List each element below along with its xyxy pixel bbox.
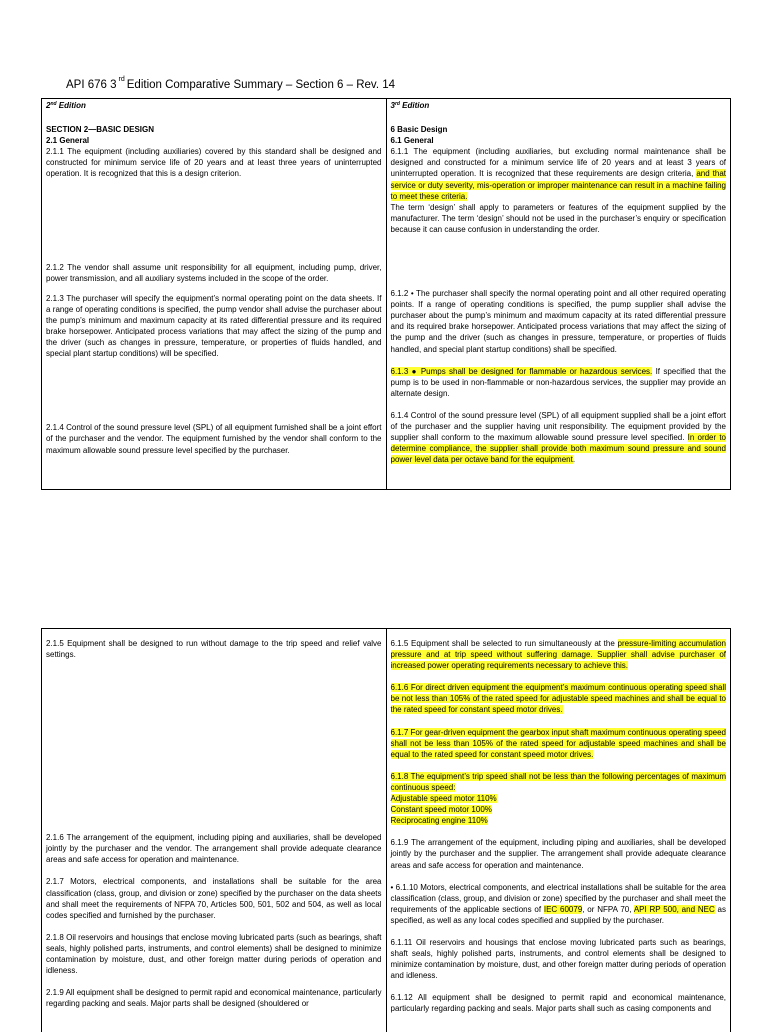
highlight-constant: Constant speed motor 100% (391, 805, 492, 814)
subsection-heading: 6.1 General (391, 135, 727, 146)
highlight-6-1-7: 6.1.7 For gear-driven equipment the gearbox input shaft maximum continuous operating speed shall not be less than 105% of the rated speed for adjustable speed machines and shall be equal to the rated speed for constant speed motor drives. (391, 728, 727, 759)
clause-6-1-5 (391, 638, 727, 671)
clause-6-1-12: 6.1.12 All equipment shall be designed to permit rapid and economical maintenance, particularly regarding packing and seals. Major parts shall such as casing components and (391, 992, 727, 1014)
clause-2-1-9: 2.1.9 All equipment shall be designed to permit rapid and economical maintenance, particularly regarding packing and seals. Major parts shall be designed (shouldered or (46, 987, 382, 1009)
second-edition-cell (46, 630, 382, 1009)
highlight-reciprocating: Reciprocating engine 110% (391, 816, 488, 825)
document-title (66, 80, 395, 92)
highlight-6-1-6: 6.1.6 For direct driven equipment the equipment’s maximum continuous operating speed shall be not less than 105% of the rated speed for adjustable speed machines and shall be equal to the rated speed for constant speed motor drives. (391, 683, 727, 714)
highlight-6-1-5: pressure-limiting accumulation pressure and at trip speed without suffering damage. Supplier shall advise purchaser of increased power operating requirements necessary to achieve this. (391, 639, 727, 670)
trip-speed-adjustable (391, 793, 727, 804)
clause-6-1-2: 6.1.2 • The purchaser shall specify the normal operating point and all other required operating points. If a range of operating conditions is specified, the pump supplier shall advise the purchaser about the pump’s minimum and maximum capacity at its rated differential pressure and its required brake horsepower. Anticipated process variations that may affect the sizing of the pump and the driver (such as changes in pressure, temperature, or properties of fluids handled, and special plant startup conditions) shall be specified. (391, 288, 727, 355)
clause-6-1-6 (391, 682, 727, 715)
table-row (42, 629, 731, 1032)
clause-2-1-1: 2.1.1 The equipment (including auxiliaries) covered by this standard shall be designed and constructed for minimum service life of 20 years and at least three years of uninterrupted operation. It is recognized that this is a design criterion. (46, 146, 382, 179)
third-edition-cell (391, 630, 727, 1015)
comparison-table-2 (41, 628, 731, 1032)
edition-word: Edition (400, 101, 429, 110)
highlight-6-1-3: 6.1.3 ● Pumps shall be designed for flammable or hazardous services. (391, 367, 653, 376)
clause-6-1-10-text-c: as specified, as well as any local codes specified and supplied by the purchaser. (391, 905, 726, 925)
clause-6-1-4-text: 6.1.4 Control of the sound pressure level (SPL) of all equipment supplied shall be a joint effort of the purchaser and the supplier having unit responsibility. The equipment provided by the supplier shall conform to the maximum allowable sound pressure level specified. (391, 411, 727, 442)
edition-word: Edition (57, 101, 86, 110)
edition-heading (46, 100, 382, 113)
highlight-6-1-1: and that service or duty severity, mis-operation or improper maintenance can result in a machine failing to meet these criteria. (391, 169, 727, 200)
clause-6-1-10-text-b: , or NFPA 70, (582, 905, 634, 914)
highlight-adjustable: Adjustable speed motor 110% (391, 794, 497, 803)
edition-superscript: rd (395, 101, 400, 107)
third-edition-column (386, 99, 731, 490)
edition-number: 3 (391, 101, 395, 110)
highlight-iec: IEC 60079 (544, 905, 582, 914)
edition-superscript: nd (50, 101, 56, 107)
clause-2-1-7: 2.1.7 Motors, electrical components, and installations shall be suitable for the area classification (class, group, and division or zone) specified by the purchaser on the data sheets and shall meet the requirements of NFPA 70, Articles 500, 501, 502 and 504, as well as local codes specified and furnished by the purchaser. (46, 876, 382, 920)
clause-6-1-7 (391, 727, 727, 760)
clause-6-1-4-end: . (573, 455, 575, 464)
section-heading: SECTION 2—BASIC DESIGN (46, 124, 382, 135)
clause-2-1-3: 2.1.3 The purchaser will specify the equipment’s normal operating point on the data sheets. If a range of operating conditions is specified, the pump vendor shall advise the purchaser about the pump’s minimum and maximum capacity at its rated differential pressure and its required brake horsepower. Anticipated process variations that may affect the sizing of the pump and the driver (such as changes in pressure, temperature, or properties of fluids handled, and special plant startup conditions) will be specified. (46, 293, 382, 360)
title-suffix: Edition Comparative Summary – Section 6 – Rev. 14 (127, 79, 395, 91)
clause-6-1-3 (391, 366, 727, 399)
clause-6-1-8 (391, 771, 727, 793)
trip-speed-reciprocating (391, 815, 727, 826)
subsection-heading: 2.1 General (46, 135, 382, 146)
second-edition-column (42, 629, 387, 1032)
edition-heading (391, 100, 727, 113)
second-edition-column (42, 99, 387, 490)
second-edition-cell (46, 100, 382, 456)
clause-6-1-4 (391, 410, 727, 465)
clause-6-1-10-text-a: • 6.1.10 Motors, electrical components, and electrical installations shall be suitable for the area classification (class, group, and division or zone) specified by the purchaser and shall meet the requirements of the applicable sections of (391, 883, 727, 914)
clause-2-1-5: 2.1.5 Equipment shall be designed to run without damage to the trip speed and relief valve settings. (46, 638, 382, 660)
highlight-6-1-8: 6.1.8 The equipment’s trip speed shall not be less than the following percentages of maximum continuous speed: (391, 772, 727, 792)
third-edition-column (386, 629, 731, 1032)
trip-speed-constant (391, 804, 727, 815)
clause-6-1-10 (391, 882, 727, 926)
clause-2-1-6: 2.1.6 The arrangement of the equipment, including piping and auxiliaries, shall be developed jointly by the purchaser and the vendor. The arrangement shall provide adequate clearance areas and safe access for operation and maintenance. (46, 832, 382, 865)
design-term-note: The term ‘design’ shall apply to parameters or features of the equipment supplied by the manufacturer. The term ‘design’ should not be used in the purchaser’s enquiry or specification because it can cause confusion in understanding the order. (391, 202, 727, 235)
clause-2-1-8: 2.1.8 Oil reservoirs and housings that enclose moving lubricated parts (such as bearings, shaft seals, highly polished parts, instruments, and control elements) shall be designed to minimize contamination by moisture, dust, and other foreign matter during periods of operation and idleness. (46, 932, 382, 976)
clause-6-1-11: 6.1.11 Oil reservoirs and housings that enclose moving lubricated parts such as bearings, shaft seals, highly polished parts, instruments, and control elements shall be designed to minimize contamination by moisture, dust, and other foreign matter during periods of operation and idleness. (391, 937, 727, 981)
clause-2-1-4: 2.1.4 Control of the sound pressure level (SPL) of all equipment furnished shall be a joint effort of the purchaser and the vendor. The equipment furnished by the vendor shall conform to the maximum allowable sound pressure level specified by the purchaser. (46, 422, 382, 455)
section-heading: 6 Basic Design (391, 124, 727, 135)
title-prefix: API 676 3 (66, 79, 117, 91)
edition-number: 2 (46, 101, 50, 110)
third-edition-cell (391, 100, 727, 465)
table-row (42, 99, 731, 490)
highlight-6-1-4: In order to determine compliance, the supplier shall provide both maximum sound pressure and sound power level data per octave band for the equipment (391, 433, 727, 464)
clause-6-1-9: 6.1.9 The arrangement of the equipment, including piping and auxiliaries, shall be developed jointly by the purchaser and the supplier. The arrangement shall provide adequate clearance areas and safe access for operation and maintenance. (391, 837, 727, 870)
highlight-api-rp: API RP 500, and NEC (634, 905, 715, 914)
clause-6-1-3-text: If specified that the pump is to be used in non-flammable or non-hazardous services, the supplier may provide an alternate design. (391, 367, 727, 398)
comparison-table-1 (41, 98, 731, 490)
clause-6-1-1 (391, 146, 727, 201)
clause-2-1-2: 2.1.2 The vendor shall assume unit responsibility for all equipment, including pump, driver, power transmission, and all auxiliary systems included in the scope of the order. (46, 262, 382, 284)
clause-6-1-5-text: 6.1.5 Equipment shall be selected to run simultaneously at the (391, 639, 618, 648)
title-superscript: rd (119, 76, 125, 83)
clause-6-1-1-text: 6.1.1 The equipment (including auxiliaries, but excluding normal maintenance shall be designed and constructed for a minimum service life of 20 years and at least 3 years of uninterrupted operation. It is recognized that these requirements are design criteria, (391, 147, 727, 178)
